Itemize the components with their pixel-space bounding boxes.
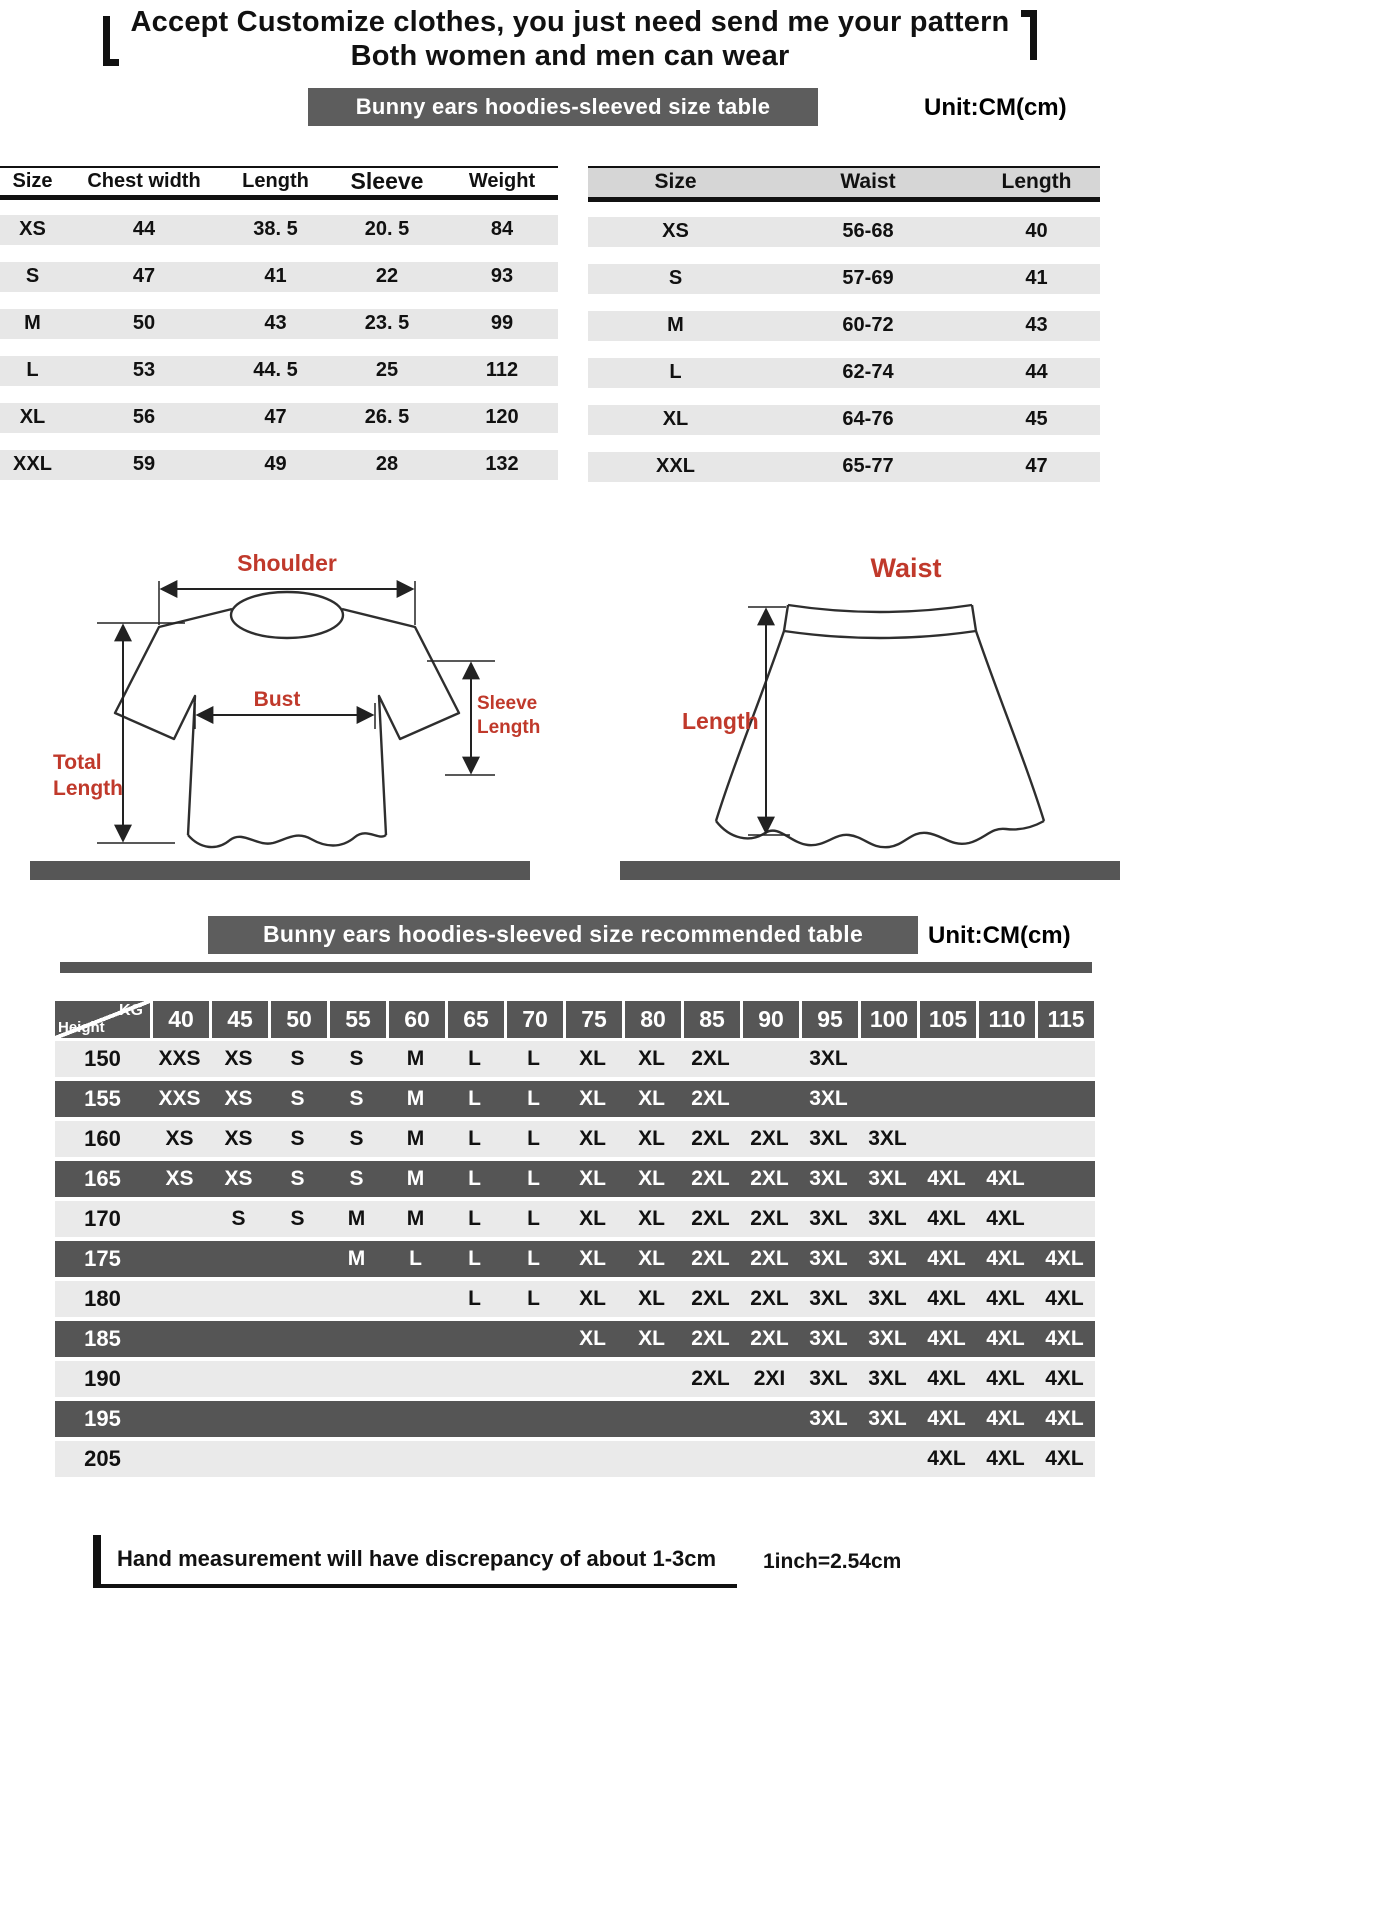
column-header: Size — [654, 170, 697, 194]
size-cell: 2XL — [691, 1166, 730, 1190]
size-cell: 3XL — [809, 1406, 848, 1430]
skirt-size-table-body — [588, 217, 1100, 482]
column-header: Weight — [468, 169, 536, 192]
table-row — [588, 405, 1100, 435]
table-row — [0, 356, 558, 386]
shoulder-label: Shoulder — [237, 549, 337, 576]
shirt-outline — [115, 592, 459, 847]
recommend-row — [55, 1121, 1095, 1157]
size-cell: 2XL — [691, 1286, 730, 1310]
recommend-row — [55, 1161, 1095, 1197]
recommend-table — [55, 1001, 1095, 1477]
table-row — [0, 262, 558, 292]
inch-conversion-note: 1inch=2.54cm — [763, 1549, 902, 1573]
size-cell: 2XL — [691, 1326, 730, 1350]
size-cell: 3XL — [809, 1246, 848, 1270]
weight-header-cell: 65 — [448, 1001, 504, 1038]
table-row — [588, 264, 1100, 294]
size-cell: 3XL — [809, 1126, 848, 1150]
size-cell: L — [527, 1086, 540, 1110]
weight-header-cell: 85 — [684, 1001, 740, 1038]
weight-header-cell: 115 — [1038, 1001, 1094, 1038]
recommend-table-header — [55, 1001, 1095, 1038]
size-cell: 3XL — [868, 1326, 907, 1350]
size-cell: S — [290, 1126, 305, 1150]
table-cell: 41 — [1025, 267, 1048, 290]
hoodie-size-table-body — [0, 215, 558, 480]
size-cell: 4XL — [986, 1406, 1025, 1430]
size-cell: 4XL — [986, 1166, 1025, 1190]
size-cell: XL — [638, 1046, 665, 1070]
size-cell: S — [290, 1086, 305, 1110]
size-cell: L — [527, 1286, 540, 1310]
size-cell: 4XL — [986, 1286, 1025, 1310]
size-cell: L — [527, 1206, 540, 1230]
table-cell: XXL — [656, 455, 695, 478]
size-cell: XXS — [158, 1086, 201, 1110]
table-cell: XXL — [13, 453, 52, 476]
weight-header-cell: 90 — [743, 1001, 799, 1038]
table-cell: S — [668, 267, 683, 290]
table-cell: 47 — [1025, 455, 1048, 478]
shirt-diagram — [25, 543, 545, 855]
table-cell: 53 — [132, 359, 156, 382]
size-cell: 4XL — [1045, 1366, 1084, 1390]
size-cell: 2XL — [750, 1286, 789, 1310]
size-cell: XL — [579, 1126, 606, 1150]
column-header: Sleeve — [350, 167, 424, 194]
weight-header-cell: 110 — [979, 1001, 1035, 1038]
size-cell: XS — [165, 1126, 194, 1150]
measurement-diagrams — [0, 543, 1140, 883]
right-bracket-decoration — [1021, 10, 1037, 60]
size-cell: M — [406, 1046, 425, 1070]
size-cell: XL — [638, 1246, 665, 1270]
size-cell: L — [468, 1246, 481, 1270]
size-cell: 4XL — [927, 1406, 966, 1430]
table-cell: 84 — [490, 218, 514, 241]
weight-header-cell: 70 — [507, 1001, 563, 1038]
size-cell: L — [468, 1206, 481, 1230]
size-cell: 2XL — [691, 1126, 730, 1150]
header-line-2: Both women and men can wear — [350, 39, 790, 72]
footer — [93, 1535, 1399, 1588]
size-cell: L — [527, 1046, 540, 1070]
size-cell: 3XL — [809, 1366, 848, 1390]
size-cell: S — [231, 1206, 246, 1230]
weight-header-cell: 80 — [625, 1001, 681, 1038]
bust-label: Bust — [253, 687, 301, 711]
size-cell: 3XL — [868, 1166, 907, 1190]
recommend-table-banner-row — [0, 916, 1140, 954]
height-cell: 205 — [84, 1445, 121, 1471]
size-cell: XL — [579, 1046, 606, 1070]
size-cell: 2XL — [750, 1166, 789, 1190]
table-cell: 99 — [490, 312, 514, 335]
table-cell: 20. 5 — [364, 218, 410, 241]
height-cell: 165 — [84, 1165, 121, 1191]
table-cell: 23. 5 — [364, 312, 410, 335]
height-cell: 155 — [84, 1085, 121, 1111]
table-cell: 49 — [264, 453, 287, 476]
size-cell: XS — [224, 1086, 253, 1110]
size-cell: 4XL — [927, 1246, 966, 1270]
height-cell: 160 — [84, 1125, 121, 1151]
size-cell: XL — [579, 1206, 606, 1230]
table-cell: 65-77 — [842, 455, 894, 478]
size-cell: S — [290, 1166, 305, 1190]
table-cell: 44. 5 — [253, 359, 298, 382]
size-cell: 3XL — [868, 1206, 907, 1230]
table-row — [588, 311, 1100, 341]
table-cell: 47 — [264, 406, 287, 429]
size-cell: 4XL — [986, 1446, 1025, 1470]
size-cell: 2XI — [753, 1366, 786, 1390]
size-cell: XL — [579, 1286, 606, 1310]
column-header: Length — [242, 169, 309, 192]
weight-header-cell: 40 — [153, 1001, 209, 1038]
size-cell: XL — [579, 1326, 606, 1350]
size-cell: 4XL — [986, 1246, 1025, 1270]
size-cell: XL — [638, 1326, 665, 1350]
size-cell: 3XL — [809, 1046, 848, 1070]
table-cell: 64-76 — [842, 408, 894, 431]
size-cell: XL — [579, 1246, 606, 1270]
size-cell: 4XL — [927, 1326, 966, 1350]
size-cell: M — [406, 1206, 425, 1230]
table-cell: L — [26, 359, 39, 382]
table-cell: 28 — [375, 453, 399, 476]
size-cell: M — [347, 1206, 366, 1230]
size-cell: L — [468, 1086, 481, 1110]
recommend-row — [55, 1401, 1095, 1437]
size-cell: 3XL — [868, 1286, 907, 1310]
size-cell: 3XL — [809, 1326, 848, 1350]
weight-header-cell: 60 — [389, 1001, 445, 1038]
height-cell: 195 — [84, 1405, 121, 1431]
size-cell: 2XL — [691, 1366, 730, 1390]
size-cell: M — [347, 1246, 366, 1270]
table-cell: 47 — [132, 265, 156, 288]
shirt-shadow-bar — [30, 861, 530, 880]
skirt-size-table — [588, 166, 1100, 499]
size-table-banner: Bunny ears hoodies-sleeved size table — [308, 88, 818, 126]
size-cell: 2XL — [691, 1206, 730, 1230]
height-cell: 170 — [84, 1205, 121, 1231]
size-cell: 2XL — [750, 1126, 789, 1150]
size-cell: 4XL — [1045, 1286, 1084, 1310]
skirt-size-table-header — [588, 166, 1100, 202]
size-cell: 4XL — [927, 1366, 966, 1390]
waist-label: Waist — [870, 552, 942, 583]
table-cell: 44 — [132, 218, 156, 241]
size-cell: 3XL — [868, 1406, 907, 1430]
size-cell: 4XL — [1045, 1326, 1084, 1350]
table-cell: 22 — [375, 265, 399, 288]
table-cell: 60-72 — [842, 314, 894, 337]
size-cell: 4XL — [1045, 1406, 1084, 1430]
size-cell: 4XL — [1045, 1246, 1084, 1270]
table-cell: M — [667, 314, 684, 337]
recommend-row — [55, 1321, 1095, 1357]
size-cell: 2XL — [691, 1246, 730, 1270]
page-header — [0, 0, 1140, 74]
table-cell: 38. 5 — [253, 218, 298, 241]
table-row — [0, 403, 558, 433]
recommend-row — [55, 1041, 1095, 1077]
table-cell: L — [669, 361, 682, 384]
height-cell: 190 — [84, 1365, 121, 1391]
size-cell: L — [468, 1286, 481, 1310]
table-cell: 26. 5 — [364, 406, 410, 429]
recommend-row — [55, 1281, 1095, 1317]
size-cell: XL — [638, 1086, 665, 1110]
column-header: Length — [1001, 170, 1072, 194]
table-cell: 44 — [1025, 361, 1048, 384]
measurement-tables — [0, 166, 1399, 499]
size-cell: 4XL — [927, 1446, 966, 1470]
size-cell: XS — [224, 1166, 253, 1190]
size-cell: L — [468, 1166, 481, 1190]
recommend-row — [55, 1441, 1095, 1477]
size-table-banner-row — [0, 88, 1140, 126]
total-length-label-2: Length — [53, 776, 123, 800]
table-row — [588, 358, 1100, 388]
recommend-table-body — [55, 1041, 1095, 1477]
table-cell: XS — [19, 218, 46, 241]
size-cell: M — [406, 1126, 425, 1150]
height-cell: 180 — [84, 1285, 121, 1311]
table-row — [588, 217, 1100, 247]
size-cell: 4XL — [986, 1206, 1025, 1230]
unit-label: Unit:CM(cm) — [924, 93, 1067, 121]
recommend-row — [55, 1201, 1095, 1237]
column-header: Chest width — [87, 169, 201, 192]
header-text — [131, 6, 1010, 74]
recommend-row — [55, 1241, 1095, 1277]
corner-height-label: Height — [58, 1018, 105, 1036]
size-cell: 4XL — [1045, 1446, 1084, 1470]
hoodie-size-table — [0, 166, 558, 499]
table-cell: S — [25, 265, 40, 288]
table-cell: 112 — [485, 359, 519, 382]
sleeve-length-label-2: Length — [477, 716, 541, 738]
size-cell: M — [406, 1086, 425, 1110]
size-cell: XS — [224, 1046, 253, 1070]
size-cell: 2XL — [691, 1046, 730, 1070]
header-line-1: Accept Customize clothes, you just need send me your pattern — [130, 6, 1010, 38]
total-length-label-1: Total — [53, 750, 102, 774]
hoodie-size-table-header — [0, 166, 558, 200]
table-cell: 59 — [132, 453, 156, 476]
height-cell: 185 — [84, 1325, 121, 1351]
shirt-measure-arrows — [97, 581, 495, 843]
weight-header-cell: 95 — [802, 1001, 858, 1038]
size-cell: L — [527, 1166, 540, 1190]
table-cell: 43 — [1025, 314, 1048, 337]
skirt-shadow-bar — [620, 861, 1120, 880]
weight-header-cell: 55 — [330, 1001, 386, 1038]
size-cell: 3XL — [868, 1246, 907, 1270]
left-bracket-decoration — [103, 16, 119, 66]
table-cell: XL — [19, 406, 46, 429]
table-row — [0, 215, 558, 245]
size-cell: XL — [638, 1286, 665, 1310]
height-cell: 150 — [84, 1045, 121, 1071]
table-cell: 41 — [264, 265, 287, 288]
size-cell: XL — [638, 1166, 665, 1190]
size-cell: XL — [579, 1166, 606, 1190]
table-cell: 40 — [1025, 220, 1048, 243]
size-cell: 2XL — [750, 1206, 789, 1230]
skirt-diagram — [618, 543, 1138, 855]
weight-header-cell: 100 — [861, 1001, 917, 1038]
height-cell: 175 — [84, 1245, 121, 1271]
table-row — [0, 450, 558, 480]
table-cell: XS — [662, 220, 689, 243]
size-cell: 3XL — [868, 1366, 907, 1390]
table-cell: 57-69 — [842, 267, 894, 290]
size-cell: S — [349, 1086, 364, 1110]
size-cell: 4XL — [927, 1286, 966, 1310]
table-cell: M — [24, 312, 41, 335]
divider-bar — [60, 962, 1092, 973]
corner-cell — [55, 1001, 150, 1038]
size-cell: XS — [224, 1126, 253, 1150]
size-cell: 4XL — [927, 1166, 966, 1190]
size-cell: 2XL — [750, 1246, 789, 1270]
column-header: Size — [12, 169, 53, 192]
table-cell: 50 — [132, 312, 156, 335]
size-cell: 3XL — [809, 1286, 848, 1310]
size-cell: S — [290, 1046, 305, 1070]
size-cell: L — [468, 1046, 481, 1070]
recommend-row — [55, 1081, 1095, 1117]
size-cell: 3XL — [809, 1206, 848, 1230]
weight-header-cell: 105 — [920, 1001, 976, 1038]
size-cell: S — [349, 1166, 364, 1190]
weight-header-cell: 75 — [566, 1001, 622, 1038]
table-row — [588, 452, 1100, 482]
unit-label: Unit:CM(cm) — [928, 921, 1071, 949]
size-cell: XL — [579, 1086, 606, 1110]
size-cell: L — [468, 1126, 481, 1150]
recommend-row — [55, 1361, 1095, 1397]
size-cell: 4XL — [927, 1206, 966, 1230]
table-cell: 62-74 — [842, 361, 894, 384]
table-cell: 132 — [485, 453, 519, 476]
size-cell: L — [527, 1246, 540, 1270]
table-cell: 56 — [132, 406, 156, 429]
size-cell: 3XL — [809, 1086, 848, 1110]
size-cell: S — [349, 1046, 364, 1070]
table-cell: 25 — [375, 359, 399, 382]
size-cell: M — [406, 1166, 425, 1190]
corner-kg-label: KG — [119, 1001, 143, 1019]
weight-header-cell: 50 — [271, 1001, 327, 1038]
size-cell: XS — [165, 1166, 194, 1190]
recommend-table-banner: Bunny ears hoodies-sleeved size recommended table — [208, 916, 918, 954]
size-cell: 4XL — [986, 1366, 1025, 1390]
length-label: Length — [682, 707, 759, 734]
size-cell: 2XL — [750, 1326, 789, 1350]
size-cell: XL — [638, 1126, 665, 1150]
measurement-note: Hand measurement will have discrepancy of about 1-3cm — [93, 1535, 737, 1588]
sleeve-length-label-1: Sleeve — [477, 692, 538, 714]
size-cell: XXS — [158, 1046, 201, 1070]
size-cell: 3XL — [868, 1126, 907, 1150]
table-cell: 120 — [485, 406, 519, 429]
weight-header-cell: 45 — [212, 1001, 268, 1038]
table-cell: 93 — [490, 265, 514, 288]
table-cell: XL — [662, 408, 689, 431]
size-cell: XL — [638, 1206, 665, 1230]
size-cell: 3XL — [809, 1166, 848, 1190]
size-cell: L — [527, 1126, 540, 1150]
size-cell: 4XL — [986, 1326, 1025, 1350]
table-row — [0, 309, 558, 339]
table-cell: 43 — [264, 312, 287, 335]
size-cell: 2XL — [691, 1086, 730, 1110]
size-cell: S — [290, 1206, 305, 1230]
size-cell: S — [349, 1126, 364, 1150]
column-header: Waist — [840, 170, 896, 194]
table-cell: 45 — [1025, 408, 1048, 431]
table-cell: 56-68 — [842, 220, 894, 243]
size-cell: L — [409, 1246, 422, 1270]
